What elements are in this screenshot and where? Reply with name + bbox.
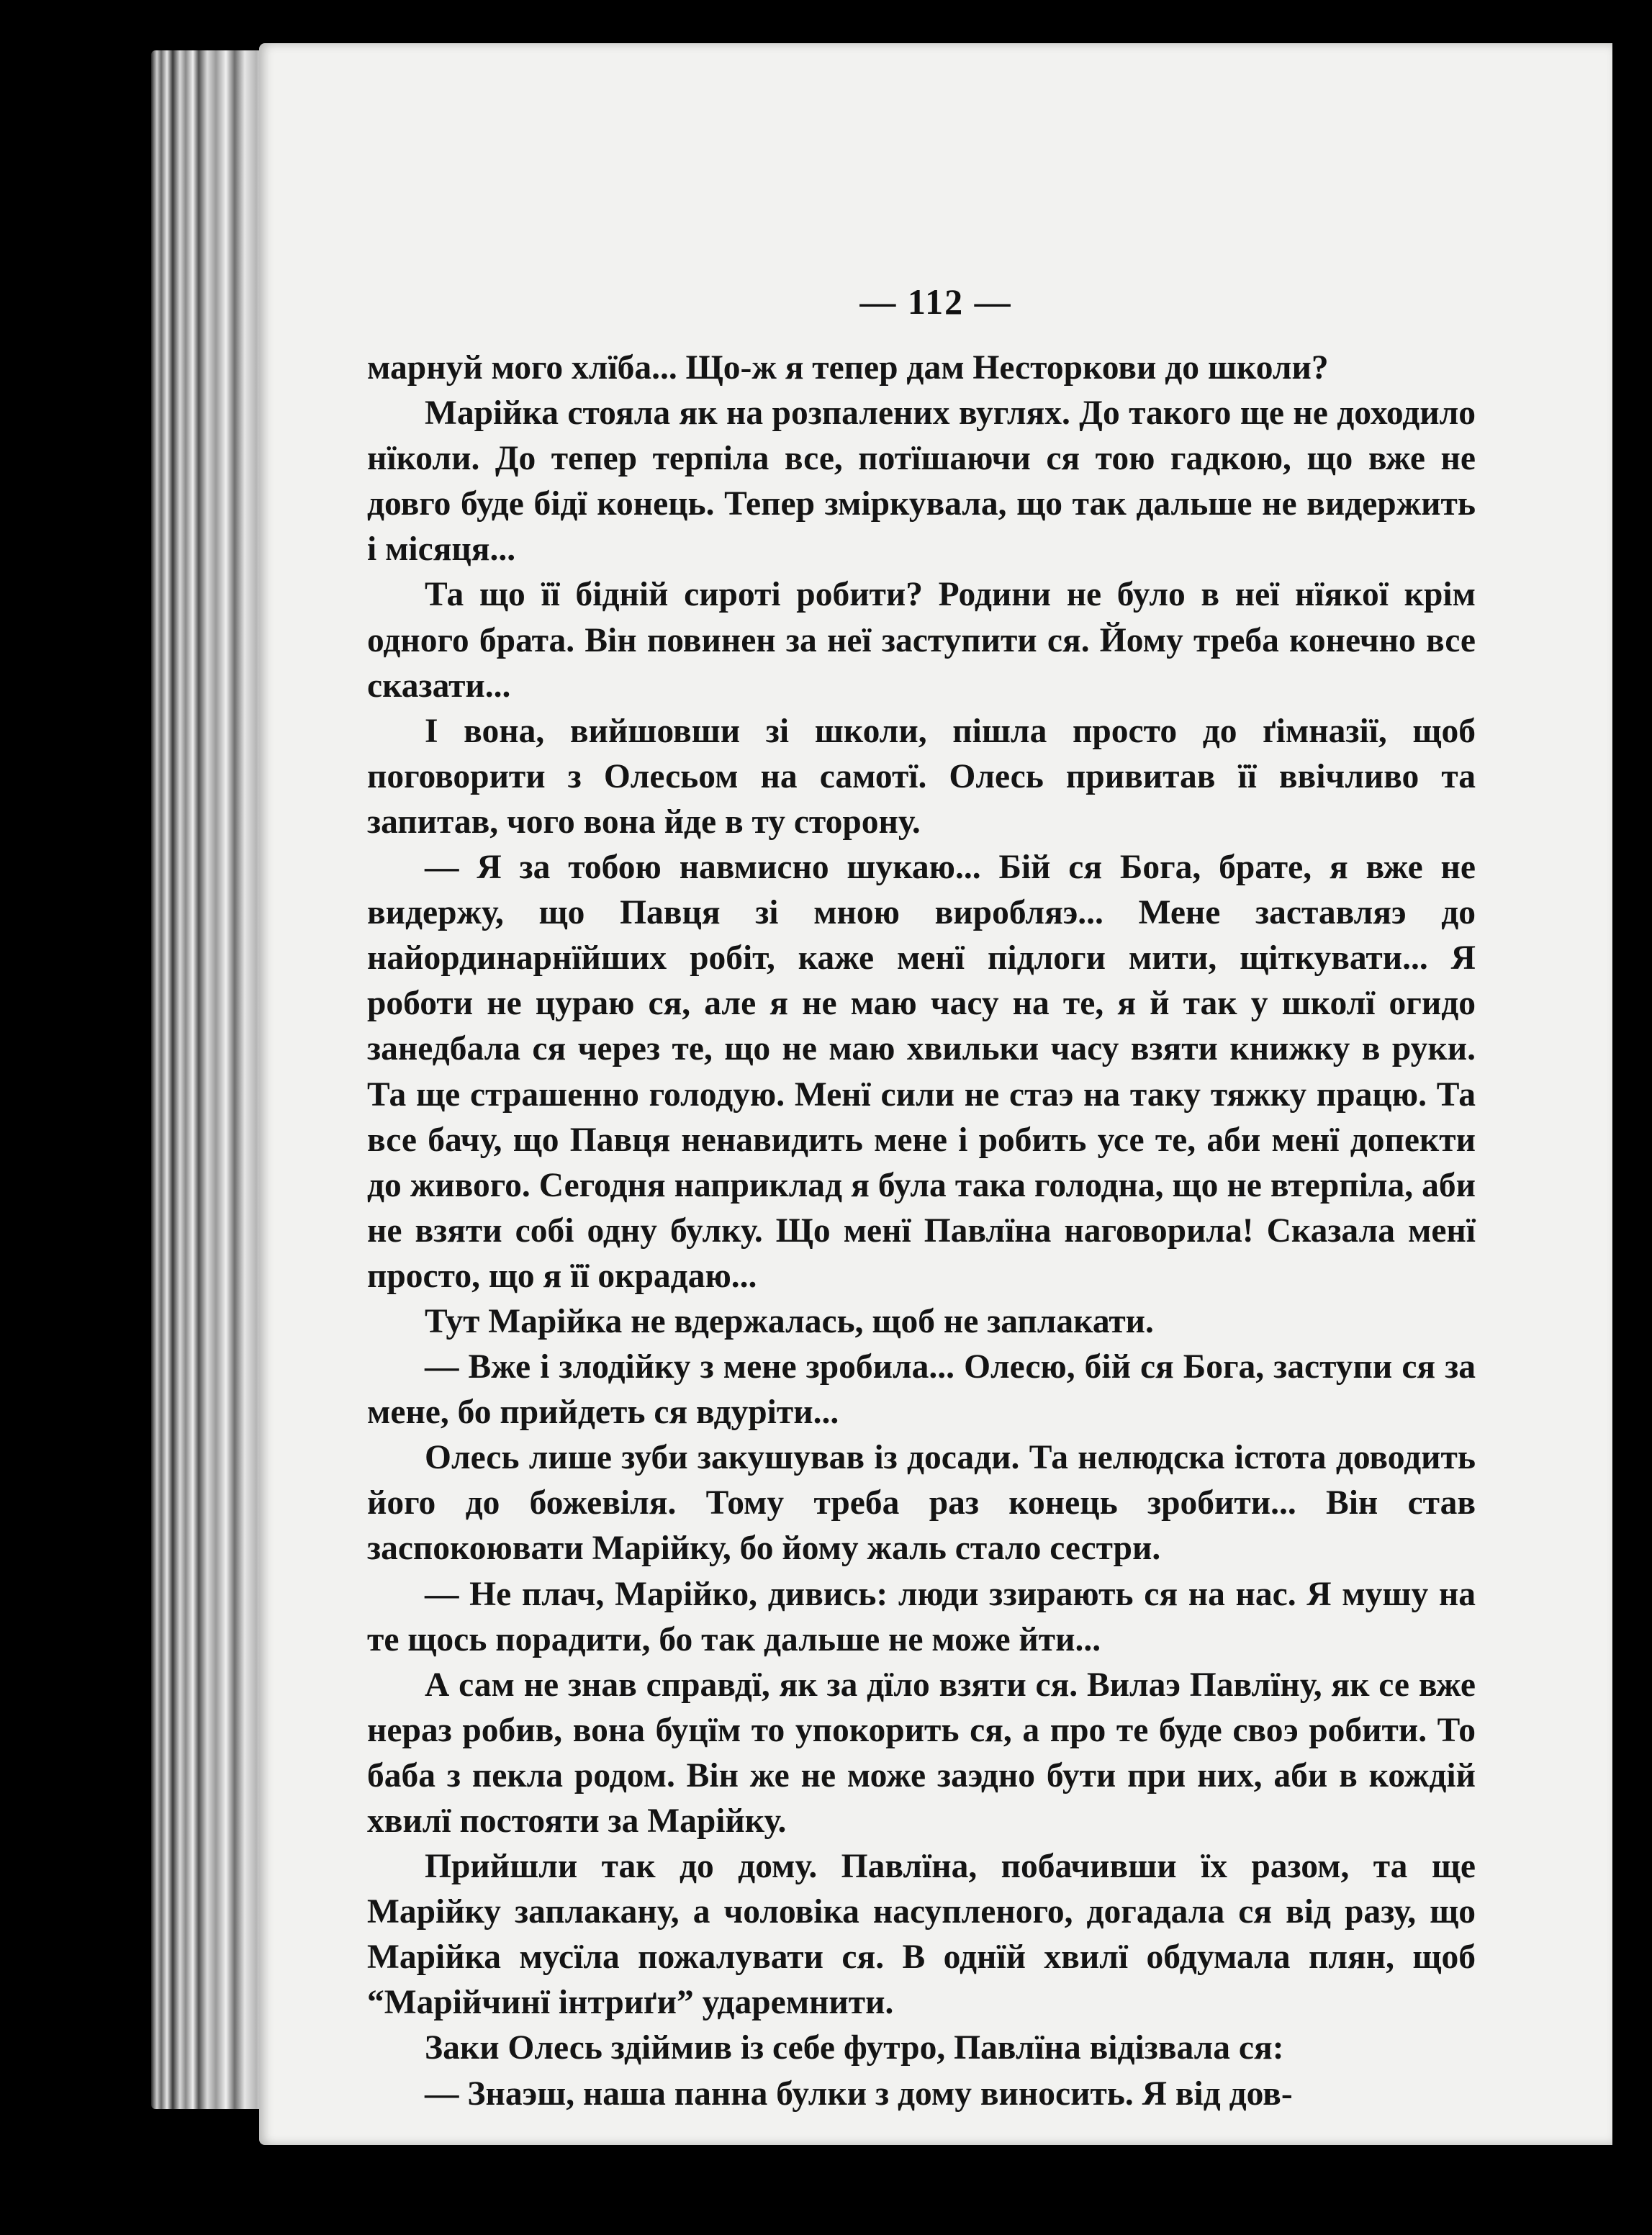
paragraph: Тут Марійка не вдержалась, щоб не заплакати. — [425, 1302, 1154, 1340]
paragraph: Та що її бідній сироті робити? Родини не було в неї нїякої крім одного брата. Він повинен за неї заступити ся. Йому треба конечно все сказати... — [367, 576, 1476, 705]
paragraph: — Знаэш, наша панна булки з дому виносить. Я від дов- — [425, 2074, 1293, 2113]
page-text — [367, 346, 1476, 2117]
book-page — [259, 43, 1612, 2145]
page-number: — 112 — — [859, 281, 1012, 322]
paragraph: — Не плач, Марійко, дивись: люди ззирають ся на нас. Я мушу на те щось порадити, бо так дальше не може йти... — [367, 1575, 1476, 1658]
paragraph: — Вже і злодійку з мене зробила... Олесю, бій ся Бога, заступи ся за мене, бо прийдеть ся вдуріти... — [367, 1348, 1476, 1432]
paragraph: Олесь лише зуби закушував із досади. Та нелюдска істота доводить його до божевіля. Тому треба раз конець зробити... Він став заспокоювати Марійку, бо йому жаль стало сестри. — [367, 1439, 1476, 1568]
paragraph: Прийшли так до дому. Павлїна, побачивши їх разом, та ще Марійку заплакану, а чоловіка насупленого, догадала ся від разу, що Марійка мусїла пожалувати ся. В однїй хвилї обдумала плян, щоб “Марійчинї інтриґи” ударемнити. — [367, 1848, 1476, 2022]
paragraph: Марійка стояла як на розпалених вуглях. До такого ще не доходило нїколи. До тепер терпіла все, потїшаючи ся тою гадкою, що вже не довго буде бідї конець. Тепер зміркувала, що так дальше не видержить і місяця... — [367, 394, 1476, 569]
paragraph: А сам не знав справдї, як за дїло взяти ся. Вилаэ Павлїну, як се вже нераз робив, вона буцїм то упокорить ся, а про те буде своэ робити. То баба з пекла родом. Він же не може заэдно бути при них, аби в кождій хвилї постояти за Марійку. — [367, 1666, 1476, 1840]
paragraph: Заки Олесь здіймив із себе футро, Павлїна відізвала ся: — [425, 2029, 1284, 2067]
paragraph: І вона, вийшовши зі школи, пішла просто до ґімназії, щоб поговорити з Олесьом на самотї. Олесь привитав її ввічливо та запитав, чого вона йде в ту сторону. — [367, 712, 1476, 841]
paragraph: — Я за тобою навмисно шукаю... Бій ся Бога, брате, я вже не видержу, що Павця зі мною виробляэ... Мене заставляэ до найординарнїйших робіт, каже менї підлоги мити, щіткувати... Я роботи не цураю ся, але я не маю часу на те, я й так у школї огидо занедбала ся через те, що не маю хвильки часу взяти книжку в руки. Та ще страшенно голодую. Менї сили не стаэ на таку тяжку працю. Та все бачу, що Павця ненавидить мене і робить усе те, аби менї допекти до живого. Сегодня наприклад я була така голодна, що не втерпіла, аби не взяти собі одну булку. Що менї Павлїна наговорила! Сказала менї просто, що я її окрадаю... — [367, 849, 1476, 1295]
paragraph: марнуй мого хлїба... Що-ж я тепер дам Несторкови до школи? — [367, 349, 1329, 387]
